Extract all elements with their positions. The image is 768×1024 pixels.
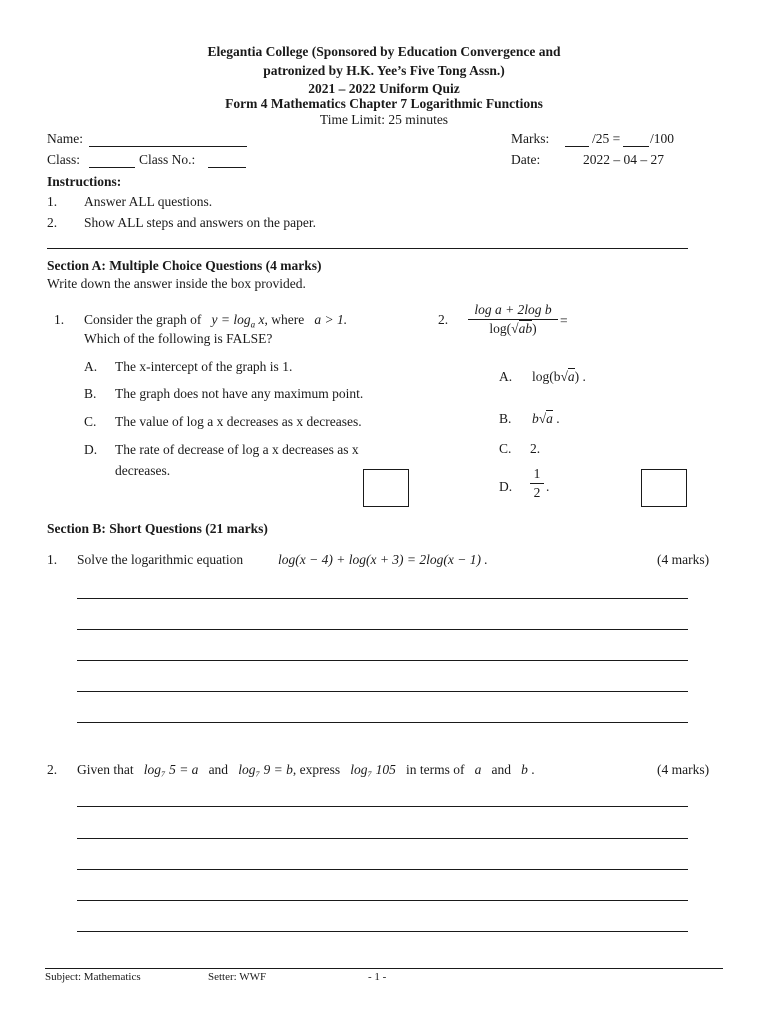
mc-q2-option-b-radicand: a bbox=[546, 411, 553, 426]
class-blank[interactable] bbox=[89, 167, 135, 168]
mc-q2-option-d-num: 1 bbox=[533, 466, 541, 481]
mc-q1-option-b-text: The graph does not have any maximum point. bbox=[115, 386, 364, 401]
marks-blank[interactable] bbox=[565, 146, 589, 147]
mc-q2-option-b-label: B. bbox=[499, 411, 512, 426]
divider-top bbox=[47, 248, 688, 249]
mc-q2-den-post: ) bbox=[532, 321, 537, 336]
mc-q2-option-b-pre: b bbox=[532, 411, 539, 426]
answer-line[interactable] bbox=[77, 900, 688, 901]
sq-q2-stem bbox=[77, 762, 535, 778]
marks-label: Marks: bbox=[511, 131, 550, 146]
name-blank[interactable] bbox=[89, 146, 247, 147]
mc-q2-den-radicand: ab bbox=[518, 321, 533, 336]
mc-q1-option-a-text: The x-intercept of the graph is 1. bbox=[115, 359, 293, 374]
sq-q2-eq1: log₇ 5 = a bbox=[143, 762, 199, 777]
classno-label: Class No.: bbox=[139, 152, 196, 167]
mc-q2-option-a-label: A. bbox=[499, 369, 513, 384]
header-line-3: 2021 – 2022 Uniform Quiz bbox=[308, 81, 460, 96]
footer-page-number: - 1 - bbox=[368, 971, 387, 983]
answer-line[interactable] bbox=[77, 598, 688, 599]
mc-q1-where: , where bbox=[264, 312, 305, 327]
mc-q1-stem-pre: Consider the graph of bbox=[84, 312, 202, 327]
mc-q2-option-d-fraction bbox=[530, 466, 544, 501]
mc-q1-option-b-label: B. bbox=[84, 386, 97, 401]
answer-line[interactable] bbox=[77, 869, 688, 870]
sq-q1-text: Solve the logarithmic equation bbox=[77, 552, 244, 567]
name-label: Name: bbox=[47, 131, 83, 146]
footer-subject: Subject: Mathematics bbox=[45, 971, 141, 983]
mc-q1-number: 1. bbox=[54, 312, 65, 327]
answer-line[interactable] bbox=[77, 722, 688, 723]
mc-q2-option-b-post: . bbox=[552, 411, 560, 426]
sq-q2-period: . bbox=[531, 762, 535, 777]
answer-line[interactable] bbox=[77, 660, 688, 661]
sq-q2-and2: and bbox=[491, 762, 511, 777]
section-b-title: Section B: Short Questions (21 marks) bbox=[47, 521, 268, 536]
class-label: Class: bbox=[47, 152, 81, 167]
sq-q2-eq2: log₇ 9 = b bbox=[238, 762, 293, 777]
mc-q1-answer-box[interactable] bbox=[363, 469, 409, 507]
instruction-text-1: Answer ALL questions. bbox=[84, 194, 213, 209]
header-line-4: Form 4 Mathematics Chapter 7 Logarithmic Functions bbox=[225, 96, 543, 111]
instructions-title: Instructions: bbox=[47, 174, 122, 189]
sq-q2-number: 2. bbox=[47, 762, 58, 777]
instruction-num-1: 1. bbox=[47, 194, 58, 209]
sq-q1-equation: log(x − 4) + log(x + 3) = 2log(x − 1) . bbox=[278, 552, 488, 567]
mc-q2-den-pre: log( bbox=[489, 321, 512, 336]
answer-line[interactable] bbox=[77, 838, 688, 839]
sq-q2-and1: and bbox=[208, 762, 229, 777]
mc-q1-condition: a > 1. bbox=[314, 312, 348, 327]
marks-percent-blank[interactable] bbox=[623, 146, 649, 147]
mc-q2-option-a-post: ) . bbox=[574, 369, 586, 384]
mc-q2-option-c-text: 2. bbox=[530, 441, 541, 456]
mc-q2-number: 2. bbox=[438, 312, 449, 327]
answer-line[interactable] bbox=[77, 691, 688, 692]
classno-blank[interactable] bbox=[208, 167, 246, 168]
section-a-title: Section A: Multiple Choice Questions (4 marks) bbox=[47, 258, 322, 273]
mc-q2-answer-box[interactable] bbox=[641, 469, 687, 507]
mc-q2-fraction-bar bbox=[468, 319, 558, 320]
mc-q1-option-d-label: D. bbox=[84, 442, 98, 457]
mc-q1-eq-base: a bbox=[250, 319, 256, 330]
sq-q2-eq3: log₇ 105 bbox=[350, 762, 396, 777]
section-a-instruction: Write down the answer inside the box provided. bbox=[47, 276, 306, 291]
sq-q2-marks: (4 marks) bbox=[657, 762, 710, 777]
marks-total: /100 bbox=[650, 131, 675, 146]
mc-q2-option-a-pre: log(b bbox=[532, 369, 561, 384]
time-limit: Time Limit: 25 minutes bbox=[319, 112, 449, 127]
mc-q2-option-a-radicand: a bbox=[567, 369, 575, 384]
marks-value: /25 = bbox=[592, 131, 621, 146]
mc-q1-eq-x: x bbox=[258, 312, 265, 327]
mc-q1-eq: y = log bbox=[211, 312, 251, 327]
mc-q2-numerator: log a + 2log b bbox=[474, 302, 552, 317]
footer-setter: Setter: WWF bbox=[208, 971, 267, 983]
header-line-1: Elegantia College (Sponsored by Education Convergence and bbox=[207, 44, 561, 59]
mc-q1-option-a-label: A. bbox=[84, 359, 98, 374]
mc-q1-option-d-cont: decreases. bbox=[115, 463, 171, 478]
mc-q2-option-d-den: 2 bbox=[533, 485, 541, 500]
mc-q1-stem-line2: Which of the following is FALSE? bbox=[84, 331, 273, 346]
mc-q2-option-b-text: b√a . bbox=[532, 411, 560, 426]
instruction-text-2: Show ALL steps and answers on the paper. bbox=[84, 215, 316, 230]
mc-q2-option-d-period: . bbox=[546, 479, 550, 494]
mc-q2-fraction bbox=[468, 302, 558, 337]
instruction-num-2: 2. bbox=[47, 215, 58, 230]
date-label: Date: bbox=[511, 152, 541, 167]
sq-q1-marks: (4 marks) bbox=[657, 552, 710, 567]
mc-q2-option-c-label: C. bbox=[499, 441, 512, 456]
answer-line[interactable] bbox=[77, 931, 688, 932]
footer-rule bbox=[45, 968, 723, 969]
mc-q1-stem-line1 bbox=[84, 312, 347, 330]
sq-q2-express: , express bbox=[292, 762, 341, 777]
mc-q1-option-c-text: The value of log a x decreases as x decreases. bbox=[115, 414, 362, 429]
sq-q2-terms: in terms of bbox=[405, 762, 465, 777]
sq-q1-number: 1. bbox=[47, 552, 58, 567]
mc-q2-option-d-label: D. bbox=[499, 479, 513, 494]
mc-q1-option-c-label: C. bbox=[84, 414, 97, 429]
mc-q2-option-d-bar bbox=[530, 483, 544, 484]
mc-q2-equals: = bbox=[560, 313, 568, 328]
sq-q2-var-a: a bbox=[474, 762, 482, 777]
answer-line[interactable] bbox=[77, 629, 688, 630]
sq-q2-var-b: b bbox=[521, 762, 528, 777]
answer-line[interactable] bbox=[77, 806, 688, 807]
sq-q2-given: Given that bbox=[77, 762, 134, 777]
date-value: 2022 – 04 – 27 bbox=[583, 152, 664, 167]
mc-q1-option-d-text: The rate of decrease of log a x decreases as x bbox=[115, 442, 359, 457]
header-line-2: patronized by H.K. Yee’s Five Tong Assn.) bbox=[263, 63, 505, 78]
mc-q2-option-a-text: log(b√a) . bbox=[532, 369, 586, 384]
mc-q2-denominator: log(√ab) bbox=[489, 321, 537, 336]
